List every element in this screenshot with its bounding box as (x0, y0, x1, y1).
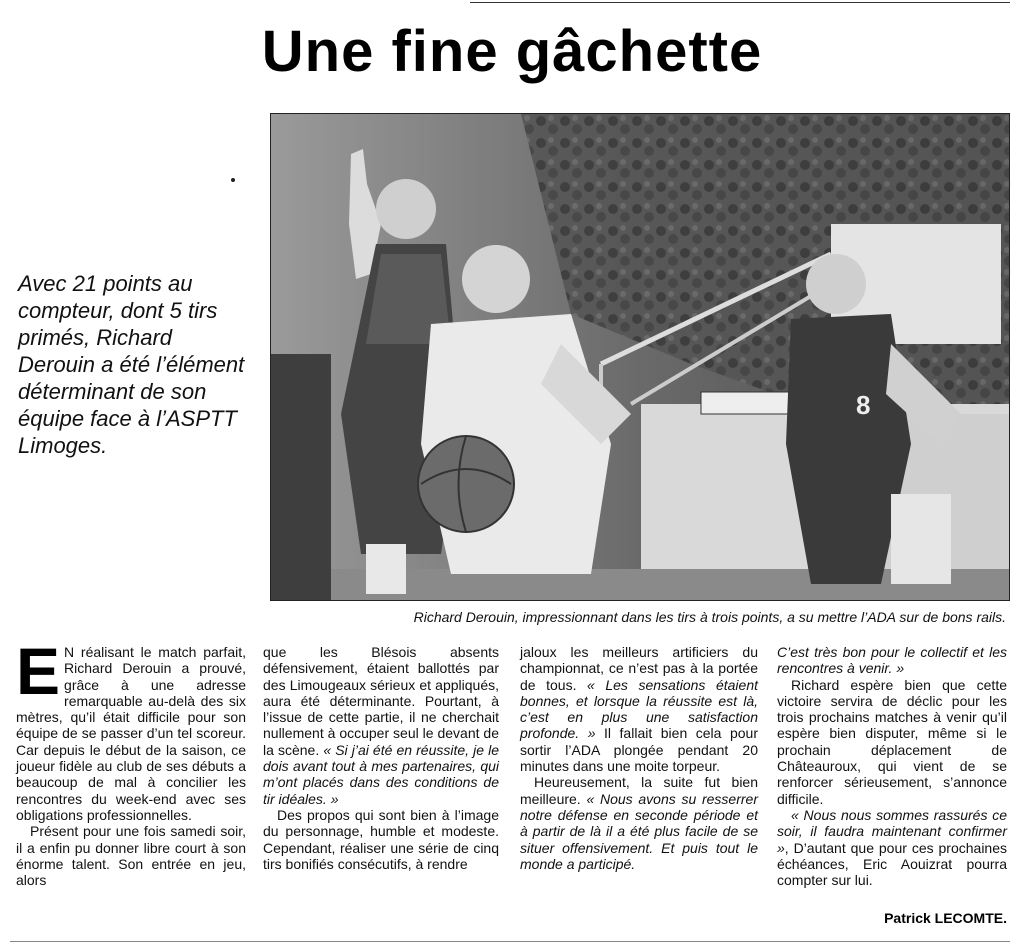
author-signature: Patrick LECOMTE. (884, 910, 1007, 926)
article-paragraph: Des propos qui sont bien à l’image du personnage, humble et modeste. Cependant, réaliser une série de cinq tirs bonifiés consécutifs, à rendre (263, 806, 499, 872)
deck-paragraph: Avec 21 points au compteur, dont 5 tirs primés, Richard Derouin a été l’élément déterminant de son équipe face à l’ASPTT Limoges. (18, 271, 245, 458)
article-column-1 (16, 634, 246, 889)
article-column-4 (777, 644, 1007, 888)
article-text: Il fallait bien cela pour sortir l’ADA plongée pendant 20 minutes dans une moite torpeur. (520, 725, 758, 775)
article-paragraph: Présent pour une fois samedi soir, il a enfin pu donner libre court à son énorme talent. Son entrée en jeu, alors (16, 823, 246, 889)
headline: Une fine gâchette (261, 19, 763, 84)
article-text: Heureusement, la suite fut bien meilleure. (520, 774, 758, 807)
basketball-photo (270, 113, 1010, 601)
drop-cap: E (16, 634, 61, 708)
article-quote: « Si j’ai été en réussite, je le dois avant tout à mes partenaires, qui m’ont placés dans des conditions de tir idéales. » (263, 741, 499, 807)
article-text: jaloux les meilleurs artificiers du championnat, ce n’est pas à la portée de tous. (520, 644, 758, 693)
top-rule (470, 2, 1010, 3)
print-speck (231, 178, 235, 182)
jersey-number: 8 (856, 390, 871, 420)
article-quote: « Nous nous sommes rassurés ce soir, il faudra maintenant confirmer » (777, 806, 1007, 856)
article-paragraph: Richard espère bien que cette victoire servira de déclic pour les trois prochains matches à venir qu’il espère bien disputer, même si le prochain déplacement de Châteauroux, qui vient de se renforcer sérieusement, s’annonce difficile. (777, 676, 1007, 807)
article-quote: « Nous avons su resserrer notre défense en seconde période et à partir de là il a été plus facile de se situer offensivement. Et puis tout le monde a participé. (520, 790, 758, 872)
article-column-3 (520, 644, 758, 872)
article-quote: « Les sensations étaient bonnes, et lorsque la réussite est là, c’est en plus une satisfaction profonde. » (520, 676, 758, 742)
article-text: que les Blésois absents défensivement, étaient ballottés par des Limougeaux sérieux et appliqués, aura été déterminante. Pourtant, à l’issue de cette partie, il ne cherchait nullement à occuper seul le devant de la scène. (263, 644, 499, 758)
bottom-rule (10, 941, 1010, 942)
photo-illustration (271, 114, 1009, 600)
article-quote: C’est très bon pour le collectif et les rencontres à venir. » (777, 644, 1007, 677)
article-text: , D’autant que pour ces prochaines échéances, Eric Aouizrat pourra compter sur lui. (777, 839, 1007, 889)
photo-caption: Richard Derouin, impressionnant dans les tirs à trois points, a su mettre l’ADA sur de bons rails. (413, 609, 1006, 625)
article-column-2 (263, 644, 499, 872)
deck-text (18, 270, 254, 459)
article-paragraph: N réalisant le match parfait, Richard Derouin a prouvé, grâce à une adresse remarquable au-delà des six mètres, qu’il était difficile pour son équipe de se passer d’un tel scoreur. Car depuis le début de la saison, ce joueur fidèle au club de ses débuts a beaucoup de mal à concilier les rencontres du week-end avec ses obligations professionnelles. (16, 644, 246, 823)
